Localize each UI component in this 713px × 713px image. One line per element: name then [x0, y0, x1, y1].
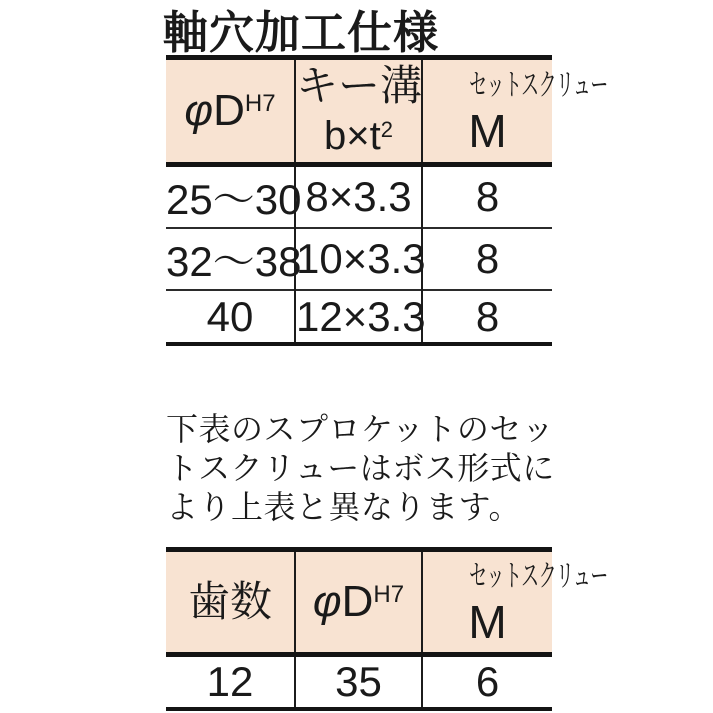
note-line: 下表のスプロケットのセッ — [166, 411, 555, 447]
sprocket-spec-table — [166, 547, 608, 711]
table-header-row — [166, 550, 552, 655]
cell-setscrew-size: 8 — [422, 290, 552, 344]
header-cell-setscrew — [422, 550, 608, 655]
cell-diameter-range: 40 — [166, 290, 295, 344]
keyway-formula: $b\times t^2$ — [324, 114, 393, 158]
header-cell-setscrew — [422, 58, 608, 165]
cell-keyway-size: 8×3.3 — [295, 165, 422, 229]
tolerance-superscript: H7 — [244, 90, 276, 117]
cell-setscrew-size: 6 — [422, 655, 552, 710]
cell-keyway-size: 10×3.3 — [295, 228, 422, 290]
header-cell-keyway — [295, 58, 422, 165]
setscrew-label: セットスクリュー — [469, 559, 608, 593]
table-header-row — [166, 58, 552, 165]
teeth-label: 歯数 — [187, 578, 272, 625]
header-cell-diameter — [295, 550, 422, 655]
diameter-symbol: $\varphi D^{H7}$ — [184, 86, 276, 135]
cell-teeth-count: 12 — [206, 658, 254, 705]
note-text — [166, 410, 576, 527]
setscrew-label: セットスクリュー — [469, 68, 608, 102]
tolerance-superscript: H7 — [373, 581, 405, 608]
cell-keyway-size: 12×3.3 — [295, 290, 422, 344]
cell-setscrew-size: 8 — [422, 228, 552, 290]
shaft-hole-spec-table — [166, 55, 608, 346]
setscrew-m-label: M — [468, 104, 507, 157]
cell-diameter-range: 32〜38 — [166, 228, 295, 290]
setscrew-m-label: M — [468, 595, 507, 648]
cell-setscrew-size: 8 — [422, 165, 552, 229]
cell-diameter-range: 25〜30 — [166, 176, 302, 223]
table-row — [166, 228, 552, 290]
diameter-symbol: $\varphi D^{H7}$ — [312, 577, 405, 626]
table-row — [166, 165, 552, 229]
header-cell-diameter — [166, 58, 295, 165]
table-row — [166, 655, 552, 710]
note-line: トスクリューはボス形式に — [166, 450, 555, 486]
table-row — [166, 290, 552, 344]
header-cell-teeth — [166, 550, 295, 655]
keyway-label: キー溝 — [296, 62, 423, 109]
cell-diameter: 35 — [295, 655, 422, 710]
note-line: より上表と異なります。 — [166, 489, 521, 525]
page-title: 軸穴加工仕様 — [163, 7, 440, 58]
